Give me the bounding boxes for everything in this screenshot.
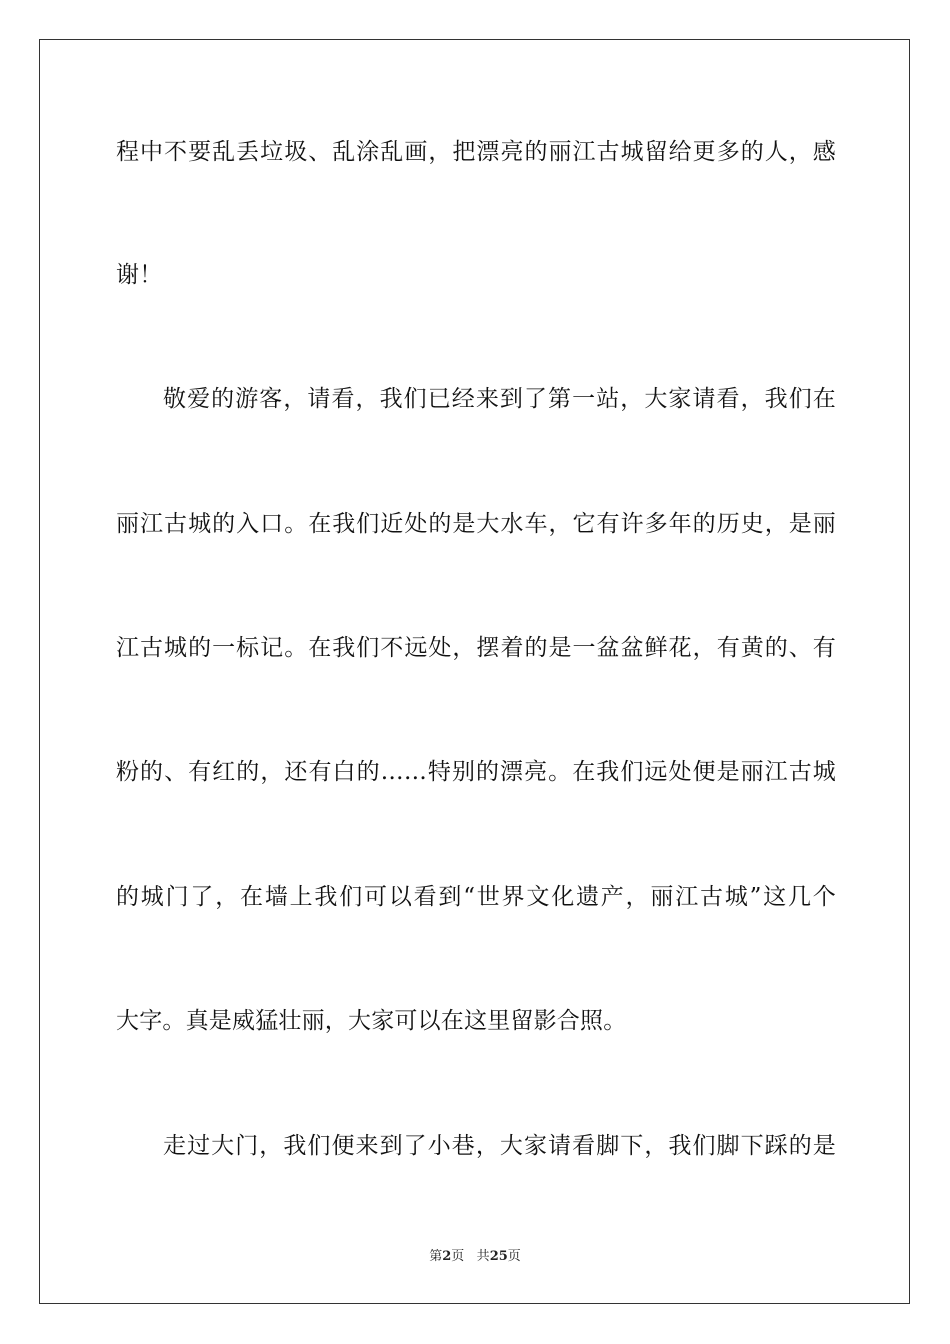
paragraph-start-line-3: 敬爱的游客，请看，我们已经来到了第一站，大家请看，我们在	[163, 386, 836, 412]
page-prefix: 第	[429, 1249, 443, 1264]
page-frame	[39, 39, 910, 1304]
text-line-8: 大字。真是威猛壮丽，大家可以在这里留影合照。	[116, 1008, 627, 1034]
text-line-7: 的城门了，在墙上我们可以看到“世界文化遗产，丽江古城”这几个	[116, 884, 836, 910]
text-line-6: 粉的、有红的，还有白的……特别的漂亮。在我们远处便是丽江古城	[116, 759, 836, 785]
total-suffix: 页	[507, 1249, 521, 1264]
total-pages: 25	[489, 1249, 508, 1264]
text-line-2: 谢！	[116, 262, 163, 288]
text-line-1: 程中不要乱丢垃圾、乱涂乱画，把漂亮的丽江古城留给更多的人，感	[116, 139, 836, 165]
text-line-4: 丽江古城的入口。在我们近处的是大水车，它有许多年的历史，是丽	[116, 511, 836, 537]
total-prefix: 共	[476, 1249, 490, 1264]
page-footer	[0, 1249, 950, 1265]
page-number: 2	[442, 1249, 452, 1264]
paragraph-start-line-9: 走过大门，我们便来到了小巷，大家请看脚下，我们脚下踩的是	[163, 1133, 836, 1159]
page-suffix: 页	[451, 1249, 465, 1264]
text-line-5: 江古城的一标记。在我们不远处，摆着的是一盆盆鲜花，有黄的、有	[116, 635, 836, 661]
